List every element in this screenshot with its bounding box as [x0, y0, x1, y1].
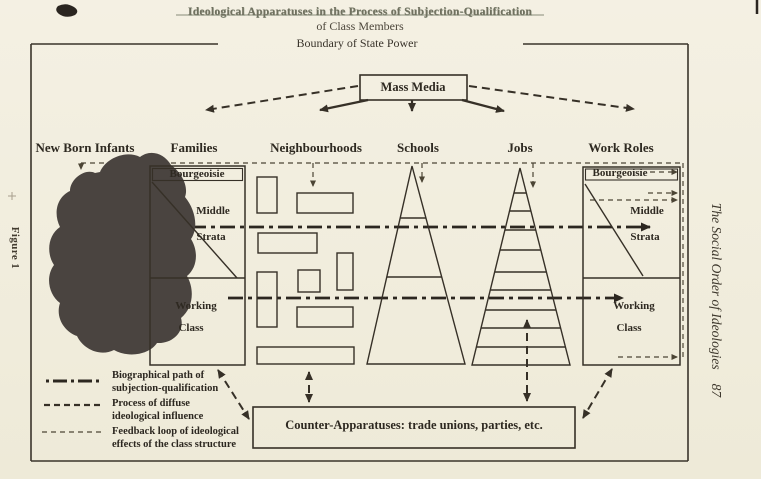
biographical-path-lines — [162, 227, 650, 298]
running-head-title: The Social Order of Ideologies — [709, 202, 724, 370]
work-roles-working-label: Working — [613, 300, 655, 312]
legend-item-feedback-loop: Feedback loop of ideological effects of the class structure — [112, 426, 239, 451]
legend-item-diffuse-influence: Process of diffuse ideological influence — [112, 398, 204, 423]
column-label-neighbourhoods: Neighbourhoods — [270, 140, 362, 155]
families-working-label: Working — [175, 300, 217, 312]
column-label-work-roles: Work Roles — [588, 140, 654, 155]
column-label-schools: Schools — [397, 140, 439, 155]
work-roles-bourgeoisie-label: Bourgeoisie — [592, 167, 648, 179]
page-title-line1: Ideological Apparatuses in the Process of Subjection-Qualification — [187, 6, 533, 18]
families-middle-label: Middle — [196, 205, 230, 217]
new-born-infants-blob — [49, 153, 196, 355]
counter-apparatuses-label: Counter-Apparatuses: trade unions, parties, etc. — [285, 418, 543, 432]
boundary-of-state-power-label: Boundary of State Power — [296, 36, 418, 50]
figure-number-label: Figure 1 — [9, 226, 21, 270]
page-number: 87 — [709, 383, 724, 398]
work-roles-strata-label: Strata — [630, 231, 660, 243]
families-class-label: Class — [178, 322, 204, 334]
legend-item-biographical-path: Biographical path of subjection-qualification — [112, 370, 219, 395]
page-title-line2: of Class Members — [316, 19, 404, 33]
families-bourgeoisie-label: Bourgeoisie — [169, 168, 225, 180]
column-label-new-born-infants: New Born Infants — [35, 140, 135, 155]
column-label-families: Families — [170, 140, 218, 155]
families-strata-label: Strata — [196, 231, 226, 243]
work-roles-middle-label: Middle — [630, 205, 664, 217]
mass-media-label: Mass Media — [380, 80, 446, 94]
neighbourhood-blocks — [257, 177, 354, 364]
work-roles-class-box — [583, 167, 680, 365]
running-head — [708, 203, 724, 397]
work-roles-class-label: Class — [616, 322, 642, 334]
schools-triangle — [362, 166, 470, 364]
legend-line-swatches — [42, 381, 102, 432]
counter-apparatus-connectors — [218, 320, 612, 419]
column-label-jobs: Jobs — [507, 140, 533, 155]
jobs-triangle — [468, 168, 574, 365]
